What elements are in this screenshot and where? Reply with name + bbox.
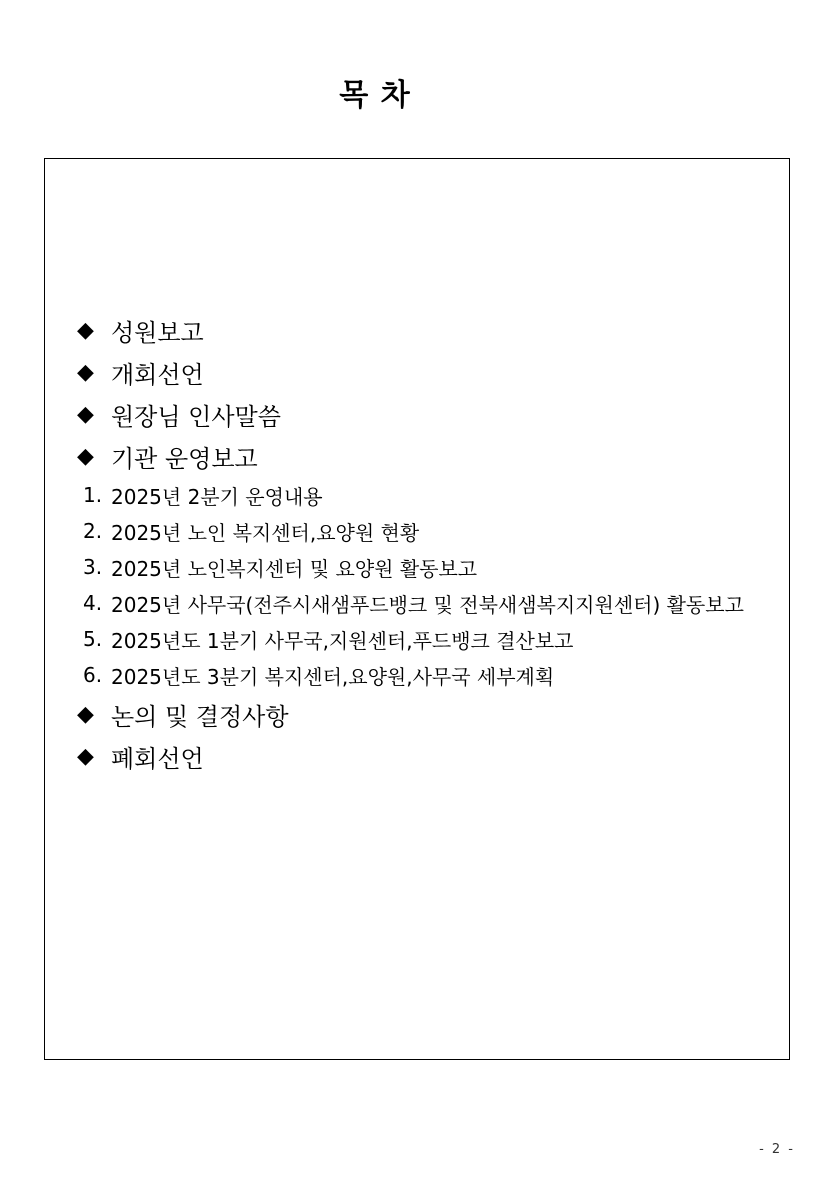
diamond-bullet-icon: ◆ bbox=[77, 401, 94, 427]
toc-subitem bbox=[77, 549, 779, 585]
toc-item-label: 논의 및 결정사항 bbox=[111, 702, 289, 731]
toc-subitem-label: 2025년 사무국(전주시새샘푸드뱅크 및 전북새샘복지지원센터) 활동보고 bbox=[111, 592, 744, 617]
diamond-bullet-icon: ◆ bbox=[77, 359, 94, 385]
toc-subitem-number: 1. bbox=[83, 483, 103, 507]
toc-subitem bbox=[77, 513, 779, 549]
toc-item-main bbox=[77, 735, 779, 777]
toc-subitem bbox=[77, 477, 779, 513]
diamond-bullet-icon: ◆ bbox=[77, 743, 94, 769]
toc-item-main bbox=[77, 435, 779, 477]
toc-item-main bbox=[77, 393, 779, 435]
toc-subitem bbox=[77, 585, 779, 621]
toc-subitem-label: 2025년 노인 복지센터,요양원 현황 bbox=[111, 520, 420, 545]
toc-subitem-number: 3. bbox=[83, 555, 103, 579]
diamond-bullet-icon: ◆ bbox=[77, 443, 94, 469]
toc-subitem-label: 2025년도 3분기 복지센터,요양원,사무국 세부계획 bbox=[111, 664, 555, 689]
toc-item-main bbox=[77, 351, 779, 393]
toc-subitem-number: 5. bbox=[83, 627, 103, 651]
toc-subitem-label: 2025년 2분기 운영내용 bbox=[111, 484, 323, 509]
toc-list bbox=[77, 309, 779, 777]
diamond-bullet-icon: ◆ bbox=[77, 317, 94, 343]
page-title: 목 차 bbox=[339, 78, 411, 113]
page-number: - 2 - bbox=[759, 1142, 795, 1157]
toc-item-label: 개회선언 bbox=[111, 360, 204, 389]
toc-item-label: 성원보고 bbox=[111, 318, 204, 347]
toc-item-main bbox=[77, 693, 779, 735]
toc-subitem-label: 2025년 노인복지센터 및 요양원 활동보고 bbox=[111, 556, 478, 581]
table-of-contents-box bbox=[44, 158, 790, 1060]
toc-subitem-number: 4. bbox=[83, 591, 103, 615]
toc-item-label: 기관 운영보고 bbox=[111, 444, 258, 473]
toc-subitem-label: 2025년도 1분기 사무국,지원센터,푸드뱅크 결산보고 bbox=[111, 628, 574, 653]
toc-subitem-number: 2. bbox=[83, 519, 103, 543]
toc-subitem bbox=[77, 621, 779, 657]
toc-subitem bbox=[77, 657, 779, 693]
toc-item-label: 원장님 인사말씀 bbox=[111, 402, 281, 431]
toc-subitem-number: 6. bbox=[83, 663, 103, 687]
toc-item-main bbox=[77, 309, 779, 351]
toc-item-label: 폐회선언 bbox=[111, 744, 204, 773]
diamond-bullet-icon: ◆ bbox=[77, 701, 94, 727]
